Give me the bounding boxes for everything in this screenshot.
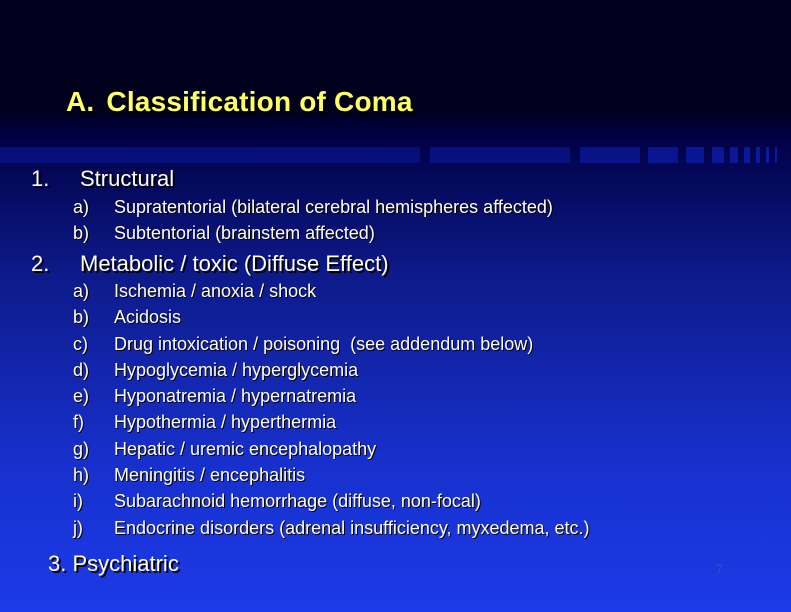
section-psychiatric: 3. Psychiatric [48,551,179,576]
item-letter: c) [73,333,88,354]
item-text: Drug intoxication / poisoning (see addendum below) [114,333,534,354]
section-title: Metabolic / toxic (Diffuse Effect) [80,251,389,276]
page-number: 7 [716,562,723,576]
divider-segment [580,147,640,163]
divider-segment [744,147,750,163]
item-letter: b) [73,223,90,244]
item-text: Hepatic / uremic encephalopathy [114,438,377,459]
title-divider [0,147,791,163]
item-text: Meningitis / encephalitis [114,465,306,486]
item-text: Hyponatremia / hypernatremia [114,386,357,407]
item-text: Ischemia / anoxia / shock [114,281,317,301]
divider-segment [766,147,769,163]
divider-segment [430,147,570,163]
divider-segment [648,147,678,163]
divider-segment [712,147,724,163]
item-letter: a) [73,197,90,217]
item-letter: j) [73,517,83,538]
item-letter: a) [73,281,90,301]
item-letter: f) [73,412,84,433]
item-text: Hypothermia / hyperthermia [114,412,337,433]
divider-segment [775,147,777,163]
divider-segment [730,147,738,163]
item-letter: b) [73,307,90,328]
item-letter: g) [73,438,90,459]
title-number: A. [66,86,95,117]
item-text: Hypoglycemia / hyperglycemia [114,359,359,380]
item-text: Acidosis [114,307,182,328]
item-text: Subarachnoid hemorrhage (diffuse, non-focal) [114,491,481,512]
item-text: Endocrine disorders (adrenal insufficiency, myxedema, etc.) [114,517,590,538]
item-letter: d) [73,359,90,380]
item-letter: i) [73,491,83,512]
item-letter: e) [73,386,90,407]
item-text: Subtentorial (brainstem affected) [114,223,375,244]
item-letter: h) [73,465,90,486]
title-text: Classification of Coma [106,86,413,117]
divider-segment [686,147,704,163]
slide-title [66,86,413,118]
section-title: Structural [80,166,175,191]
item-text: Supratentorial (bilateral cerebral hemispheres affected) [114,197,553,217]
section-number: 2. [31,251,50,276]
section-number: 1. [31,166,50,191]
divider-segment [756,147,760,163]
divider-segment [0,147,420,163]
